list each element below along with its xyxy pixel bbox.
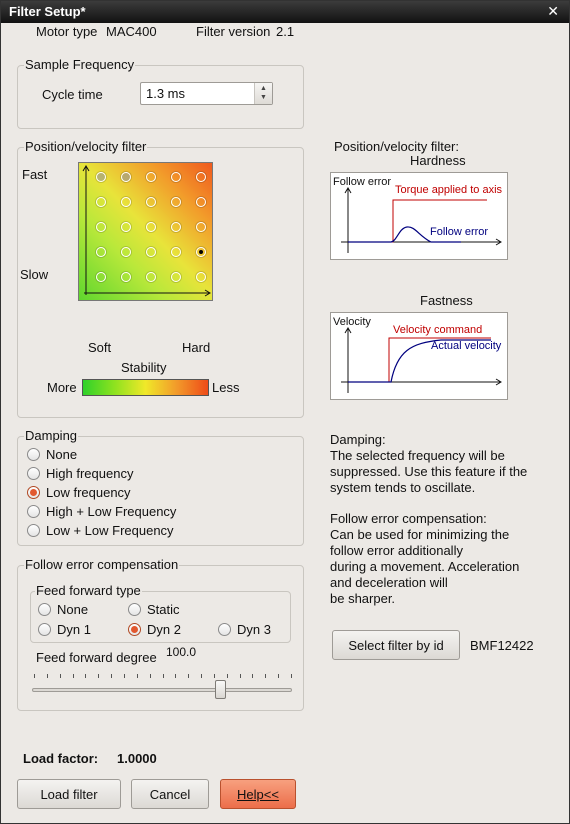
filter-grid-point[interactable] bbox=[146, 197, 156, 207]
select-filter-by-id-button[interactable] bbox=[332, 630, 460, 660]
fast-label: Fast bbox=[22, 167, 48, 182]
damping-title: Damping bbox=[25, 428, 78, 443]
slider-ticks bbox=[34, 674, 292, 679]
follow-error-help-text bbox=[330, 511, 519, 607]
hardness-title-line1: Position/velocity filter: bbox=[334, 139, 459, 154]
feed-forward-option-label: Static bbox=[147, 602, 180, 617]
filter-grid-point[interactable] bbox=[196, 222, 206, 232]
feed-forward-degree-value: 100.0 bbox=[166, 645, 197, 659]
fastness-title: Fastness bbox=[420, 293, 473, 308]
less-label: Less bbox=[212, 380, 240, 395]
filter-grid-point[interactable] bbox=[146, 272, 156, 282]
radio-icon[interactable] bbox=[27, 448, 40, 461]
help-line: The selected frequency will be bbox=[330, 448, 505, 463]
filter-grid-point[interactable] bbox=[146, 172, 156, 182]
filter-grid-point[interactable] bbox=[171, 247, 181, 257]
filter-grid-point[interactable] bbox=[196, 247, 206, 257]
filter-version-value: 2.1 bbox=[276, 24, 295, 39]
spin-arrows-icon[interactable]: ▲ ▼ bbox=[254, 83, 272, 104]
feed-forward-option-label: None bbox=[57, 602, 89, 617]
torque-label: Torque applied to axis bbox=[395, 184, 503, 196]
cycle-time-spinbox[interactable] bbox=[140, 82, 273, 105]
window-title: Filter Setup* bbox=[9, 4, 86, 19]
radio-icon[interactable] bbox=[27, 467, 40, 480]
feed-forward-type-title: Feed forward type bbox=[36, 583, 141, 598]
cycle-time-value: 1.3 ms bbox=[146, 86, 186, 101]
motor-type-value: MAC400 bbox=[106, 24, 157, 39]
more-label: More bbox=[47, 380, 77, 395]
cancel-label: Cancel bbox=[149, 786, 191, 802]
filter-grid-point[interactable] bbox=[121, 222, 131, 232]
radio-icon[interactable] bbox=[27, 524, 40, 537]
filter-selection-grid[interactable] bbox=[78, 162, 213, 301]
damping-option-label: Low + Low Frequency bbox=[46, 523, 174, 538]
help-line: suppressed. Use this feature if the bbox=[330, 464, 528, 479]
hardness-title-line2: Hardness bbox=[410, 153, 466, 168]
follow-error-curve-label: Follow error bbox=[430, 226, 489, 238]
help-line: during a movement. Acceleration bbox=[330, 559, 520, 574]
damping-option[interactable] bbox=[27, 466, 133, 481]
filter-grid-point[interactable] bbox=[146, 222, 156, 232]
help-line: system tends to oscillate. bbox=[330, 480, 476, 495]
feed-forward-option-label: Dyn 3 bbox=[237, 622, 271, 637]
help-line: Can be used for minimizing the bbox=[330, 527, 510, 542]
filter-grid-point[interactable] bbox=[171, 222, 181, 232]
hardness-y-label: Follow error bbox=[333, 176, 392, 188]
filter-grid-point[interactable] bbox=[121, 272, 131, 282]
damping-option[interactable] bbox=[27, 504, 176, 519]
help-line: Damping: bbox=[330, 432, 386, 447]
slider-thumb[interactable] bbox=[215, 680, 226, 699]
hard-label: Hard bbox=[182, 340, 211, 355]
damping-option-label: Low frequency bbox=[46, 485, 131, 500]
pos-vel-filter-title: Position/velocity filter bbox=[25, 139, 147, 154]
filter-version-label: Filter version bbox=[196, 24, 271, 39]
radio-icon[interactable] bbox=[128, 603, 141, 616]
help-line: and deceleration will bbox=[330, 575, 448, 590]
fastness-graph bbox=[330, 312, 508, 400]
feed-forward-option[interactable] bbox=[218, 622, 271, 637]
radio-icon[interactable] bbox=[38, 603, 51, 616]
damping-option[interactable] bbox=[27, 447, 77, 462]
radio-icon[interactable] bbox=[128, 623, 141, 636]
filter-grid-point[interactable] bbox=[96, 247, 106, 257]
sample-frequency-title: Sample Frequency bbox=[25, 57, 135, 72]
filter-grid-point[interactable] bbox=[96, 222, 106, 232]
feed-forward-option-label: Dyn 1 bbox=[57, 622, 91, 637]
filter-grid-point[interactable] bbox=[171, 272, 181, 282]
damping-option-label: High frequency bbox=[46, 466, 134, 481]
damping-option[interactable] bbox=[27, 523, 174, 538]
feed-forward-option[interactable] bbox=[128, 602, 180, 617]
slow-label: Slow bbox=[20, 267, 49, 282]
cycle-time-label: Cycle time bbox=[42, 87, 103, 102]
filter-grid-point[interactable] bbox=[96, 272, 106, 282]
filter-grid-point[interactable] bbox=[146, 247, 156, 257]
filter-id-value: BMF12422 bbox=[470, 638, 534, 653]
help-line: follow error additionally bbox=[330, 543, 463, 558]
stability-gradient-bar bbox=[82, 379, 209, 396]
filter-grid-point[interactable] bbox=[121, 247, 131, 257]
damping-option-label: None bbox=[46, 447, 78, 462]
load-factor-value: 1.0000 bbox=[117, 751, 157, 766]
filter-grid-point[interactable] bbox=[196, 197, 206, 207]
cancel-button[interactable] bbox=[131, 779, 209, 809]
title-bar[interactable] bbox=[1, 1, 569, 23]
filter-grid-point[interactable] bbox=[196, 272, 206, 282]
load-factor-label: Load factor: bbox=[23, 751, 99, 766]
select-filter-by-id-label: Select filter by id bbox=[348, 637, 444, 653]
feed-forward-option[interactable] bbox=[38, 602, 88, 617]
load-filter-button[interactable] bbox=[17, 779, 121, 809]
help-button[interactable] bbox=[220, 779, 296, 809]
motor-type-label: Motor type bbox=[36, 24, 98, 39]
radio-icon[interactable] bbox=[27, 486, 40, 499]
feed-forward-degree-label: Feed forward degree bbox=[36, 650, 157, 665]
hardness-graph bbox=[330, 172, 508, 260]
feed-forward-option[interactable] bbox=[128, 622, 181, 637]
help-line: be sharper. bbox=[330, 591, 396, 606]
fastness-y-label: Velocity bbox=[333, 316, 371, 328]
filter-grid-point[interactable] bbox=[171, 172, 181, 182]
filter-grid-point[interactable] bbox=[171, 197, 181, 207]
filter-grid-point[interactable] bbox=[196, 172, 206, 182]
filter-grid-point[interactable] bbox=[121, 172, 131, 182]
close-icon[interactable]: ✕ bbox=[547, 3, 559, 19]
actual-velocity-label: Actual velocity bbox=[431, 340, 502, 352]
stability-label: Stability bbox=[121, 360, 167, 375]
feed-forward-option-label: Dyn 2 bbox=[147, 622, 181, 637]
soft-label: Soft bbox=[88, 340, 112, 355]
radio-icon[interactable] bbox=[27, 505, 40, 518]
damping-help-text bbox=[330, 432, 527, 496]
help-label: Help<< bbox=[237, 786, 279, 802]
velocity-command-label: Velocity command bbox=[393, 324, 483, 336]
damping-option-label: High + Low Frequency bbox=[46, 504, 177, 519]
help-line: Follow error compensation: bbox=[330, 511, 487, 526]
filter-grid-point[interactable] bbox=[96, 197, 106, 207]
feed-forward-degree-slider[interactable] bbox=[32, 688, 292, 692]
feed-forward-option[interactable] bbox=[38, 622, 91, 637]
damping-option[interactable] bbox=[27, 485, 131, 500]
load-filter-label: Load filter bbox=[40, 786, 98, 802]
follow-error-compensation-title: Follow error compensation bbox=[25, 557, 179, 572]
filter-grid-point[interactable] bbox=[121, 197, 131, 207]
radio-icon[interactable] bbox=[218, 623, 231, 636]
radio-icon[interactable] bbox=[38, 623, 51, 636]
filter-grid-point[interactable] bbox=[96, 172, 106, 182]
